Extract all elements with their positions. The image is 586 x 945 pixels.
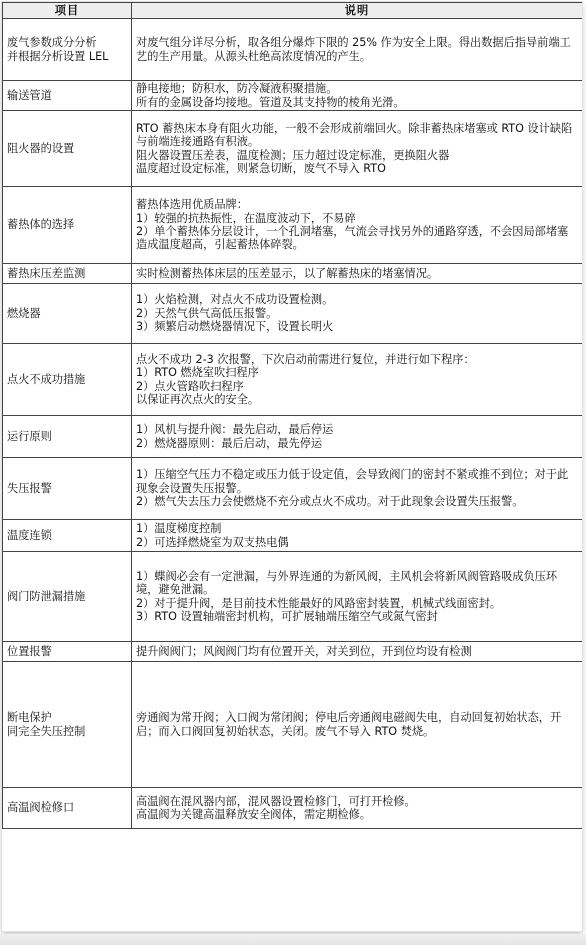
item-name-line: 失压报警: [7, 481, 52, 495]
row-item-name: [3, 284, 132, 344]
description-line: 高温阀为关键高温释放安全阀体，需定期检修。: [136, 808, 371, 821]
row-description: [132, 284, 583, 344]
row-item-name: [3, 264, 132, 284]
row-item-name: [3, 642, 132, 662]
table-row: [3, 264, 583, 284]
item-name-line: 阻火器的设置: [7, 141, 75, 155]
item-name-line: 蓄热床压差监测: [7, 266, 86, 280]
document-sheet: [2, 2, 582, 931]
row-description: [132, 788, 583, 829]
safety-measures-table: [2, 2, 582, 829]
description-line: 2）燃气失去压力会使燃烧不充分或点火不成功。对于此现象会设置失压报警。: [136, 495, 524, 509]
item-name-line: 同完全失压控制: [7, 724, 86, 738]
item-name-line: 并根据分析设置 LEL: [7, 49, 109, 63]
item-name-line: 位置报警: [7, 644, 52, 658]
item-name-line: 输送管道: [7, 88, 52, 102]
description-line: 静电接地；防积水，防冷凝液积聚措施。: [136, 82, 338, 96]
row-description: [132, 344, 583, 416]
description-line: 2）可选择燃烧室为双支热电偶: [136, 535, 289, 549]
description-line: 蓄热体选用优质品牌：: [136, 198, 248, 212]
page-bottom-shade: [0, 934, 586, 945]
description-line: 1）压缩空气压力不稳定或压力低于设定值，会导致阀门的密封不紧或推不到位；对于此现象会设置失压报警。: [136, 468, 569, 495]
row-item-name: [3, 111, 132, 187]
description-line: 所有的金属设备均接地。管道及其支持物的棱角光滑。: [136, 95, 405, 109]
description-line: 旁通阀为常开阀；入口阀为常闭阀；停电后旁通阀电磁阀失电，自动回复初始状态，开启；而入口阀回复初始状态，关闭。废气不导入 RTO 焚烧。: [136, 711, 562, 738]
row-item-name: [3, 416, 132, 458]
description-line: 提升阀阀门；风阀阀门均有位置开关，对关到位，开到位均设有检测: [136, 644, 472, 658]
description-line: 1）风机与提升阀：最先启动，最后停运: [136, 423, 334, 437]
item-name-line: 高温阀检修口: [7, 801, 75, 815]
row-item-name: [3, 19, 132, 81]
row-item-name: [3, 788, 132, 829]
item-name-line: 断电保护: [7, 711, 52, 725]
table-row: [3, 520, 583, 552]
table-row: [3, 111, 583, 187]
description-line: 阻火器设置压差表，温度检测；压力超过设定标准，更换阻火器: [136, 148, 450, 162]
table-header-row: [3, 3, 583, 19]
description-line: 2）燃烧器原则：最后启动，最先停运: [136, 436, 323, 450]
header-item: 项目: [3, 3, 132, 19]
description-line: 1）温度梯度控制: [136, 522, 222, 536]
table-row: [3, 788, 583, 829]
row-description: [132, 19, 583, 81]
item-name-line: 废气参数成分分析: [7, 36, 97, 50]
row-item-name: [3, 520, 132, 552]
description-line: 以保证再次点火的安全。: [136, 392, 260, 406]
header-description: 说明: [132, 3, 583, 19]
item-name-line: 运行原则: [7, 429, 52, 443]
description-line: 实时检测蓄热体床层的压差显示，以了解蓄热床的堵塞情况。: [136, 266, 439, 280]
description-line: 高温阀在混风器内部，混风器设置检修门，可打开检修。: [136, 794, 416, 808]
item-name-line: 温度连锁: [7, 528, 52, 542]
description-line: 1）较强的抗热振性，在温度波动下，不易碎: [136, 211, 356, 225]
table-row: [3, 662, 583, 788]
description-line: RTO 蓄热床本身有阻火功能，一般不会形成前端回火。除非蓄热床堵塞或 RTO 设计缺陷与前端连接通路有积液。: [136, 121, 573, 149]
table-row: [3, 458, 583, 520]
row-description: [132, 111, 583, 187]
row-description: [132, 187, 583, 264]
table-row: [3, 81, 583, 111]
row-description: [132, 552, 583, 642]
description-line: 温度超过设定标准，则紧急切断，废气不导入 RTO: [136, 161, 386, 175]
table-row: [3, 284, 583, 344]
item-name-line: 阀门防泄漏措施: [7, 589, 86, 603]
row-description: [132, 264, 583, 284]
row-description: [132, 416, 583, 458]
row-item-name: [3, 344, 132, 416]
row-item-name: [3, 552, 132, 642]
row-description: [132, 662, 583, 788]
description-line: 点火不成功 2-3 次报警，下次启动前需进行复位，并进行如下程序：: [136, 352, 475, 366]
description-line: 2）天然气供气高低压报警。: [136, 306, 278, 320]
row-description: [132, 520, 583, 552]
row-item-name: [3, 187, 132, 264]
table-row: [3, 552, 583, 642]
description-line: 3）RTO 设置轴端密封机构，可扩展轴端压缩空气或氮气密封: [136, 609, 438, 623]
table-row: [3, 344, 583, 416]
row-item-name: [3, 81, 132, 111]
table-row: [3, 416, 583, 458]
item-name-line: 燃烧器: [7, 306, 41, 320]
row-description: [132, 642, 583, 662]
item-name-line: 点火不成功措施: [7, 372, 86, 386]
table-row: [3, 19, 583, 81]
description-line: 对废气组分详尽分析，取各组分爆炸下限的 25% 作为安全上限。得出数据后指导前端工艺的生产用量。从源头杜绝高浓度情况的产生。: [136, 36, 571, 63]
description-line: 2）单个蓄热体分层设计，一个孔洞堵塞，气流会寻找另外的通路穿透，不会因局部堵塞造成温度超高，引起蓄热体碎裂。: [136, 225, 569, 252]
description-line: 1）火焰检测，对点火不成功设置检测。: [136, 293, 334, 307]
description-line: 2）点火管路吹扫程序: [136, 379, 244, 393]
description-line: 1）RTO 燃烧室吹扫程序: [136, 366, 259, 380]
item-name-line: 蓄热体的选择: [7, 218, 75, 232]
table-row: [3, 642, 583, 662]
row-description: [132, 81, 583, 111]
description-line: 3）频繁启动燃烧器情况下，设置长明火: [136, 320, 334, 334]
table-row: [3, 187, 583, 264]
description-line: 1）蝶阀必会有一定泄漏，与外界连通的为新风阀，主风机会将新风阀管路吸成负压环境，避免泄漏。: [136, 569, 558, 597]
description-line: 2）对于提升阀，是目前技术性能最好的风路密封装置，机械式线面密封。: [136, 596, 502, 610]
row-item-name: [3, 458, 132, 520]
row-item-name: [3, 662, 132, 788]
row-description: [132, 458, 583, 520]
